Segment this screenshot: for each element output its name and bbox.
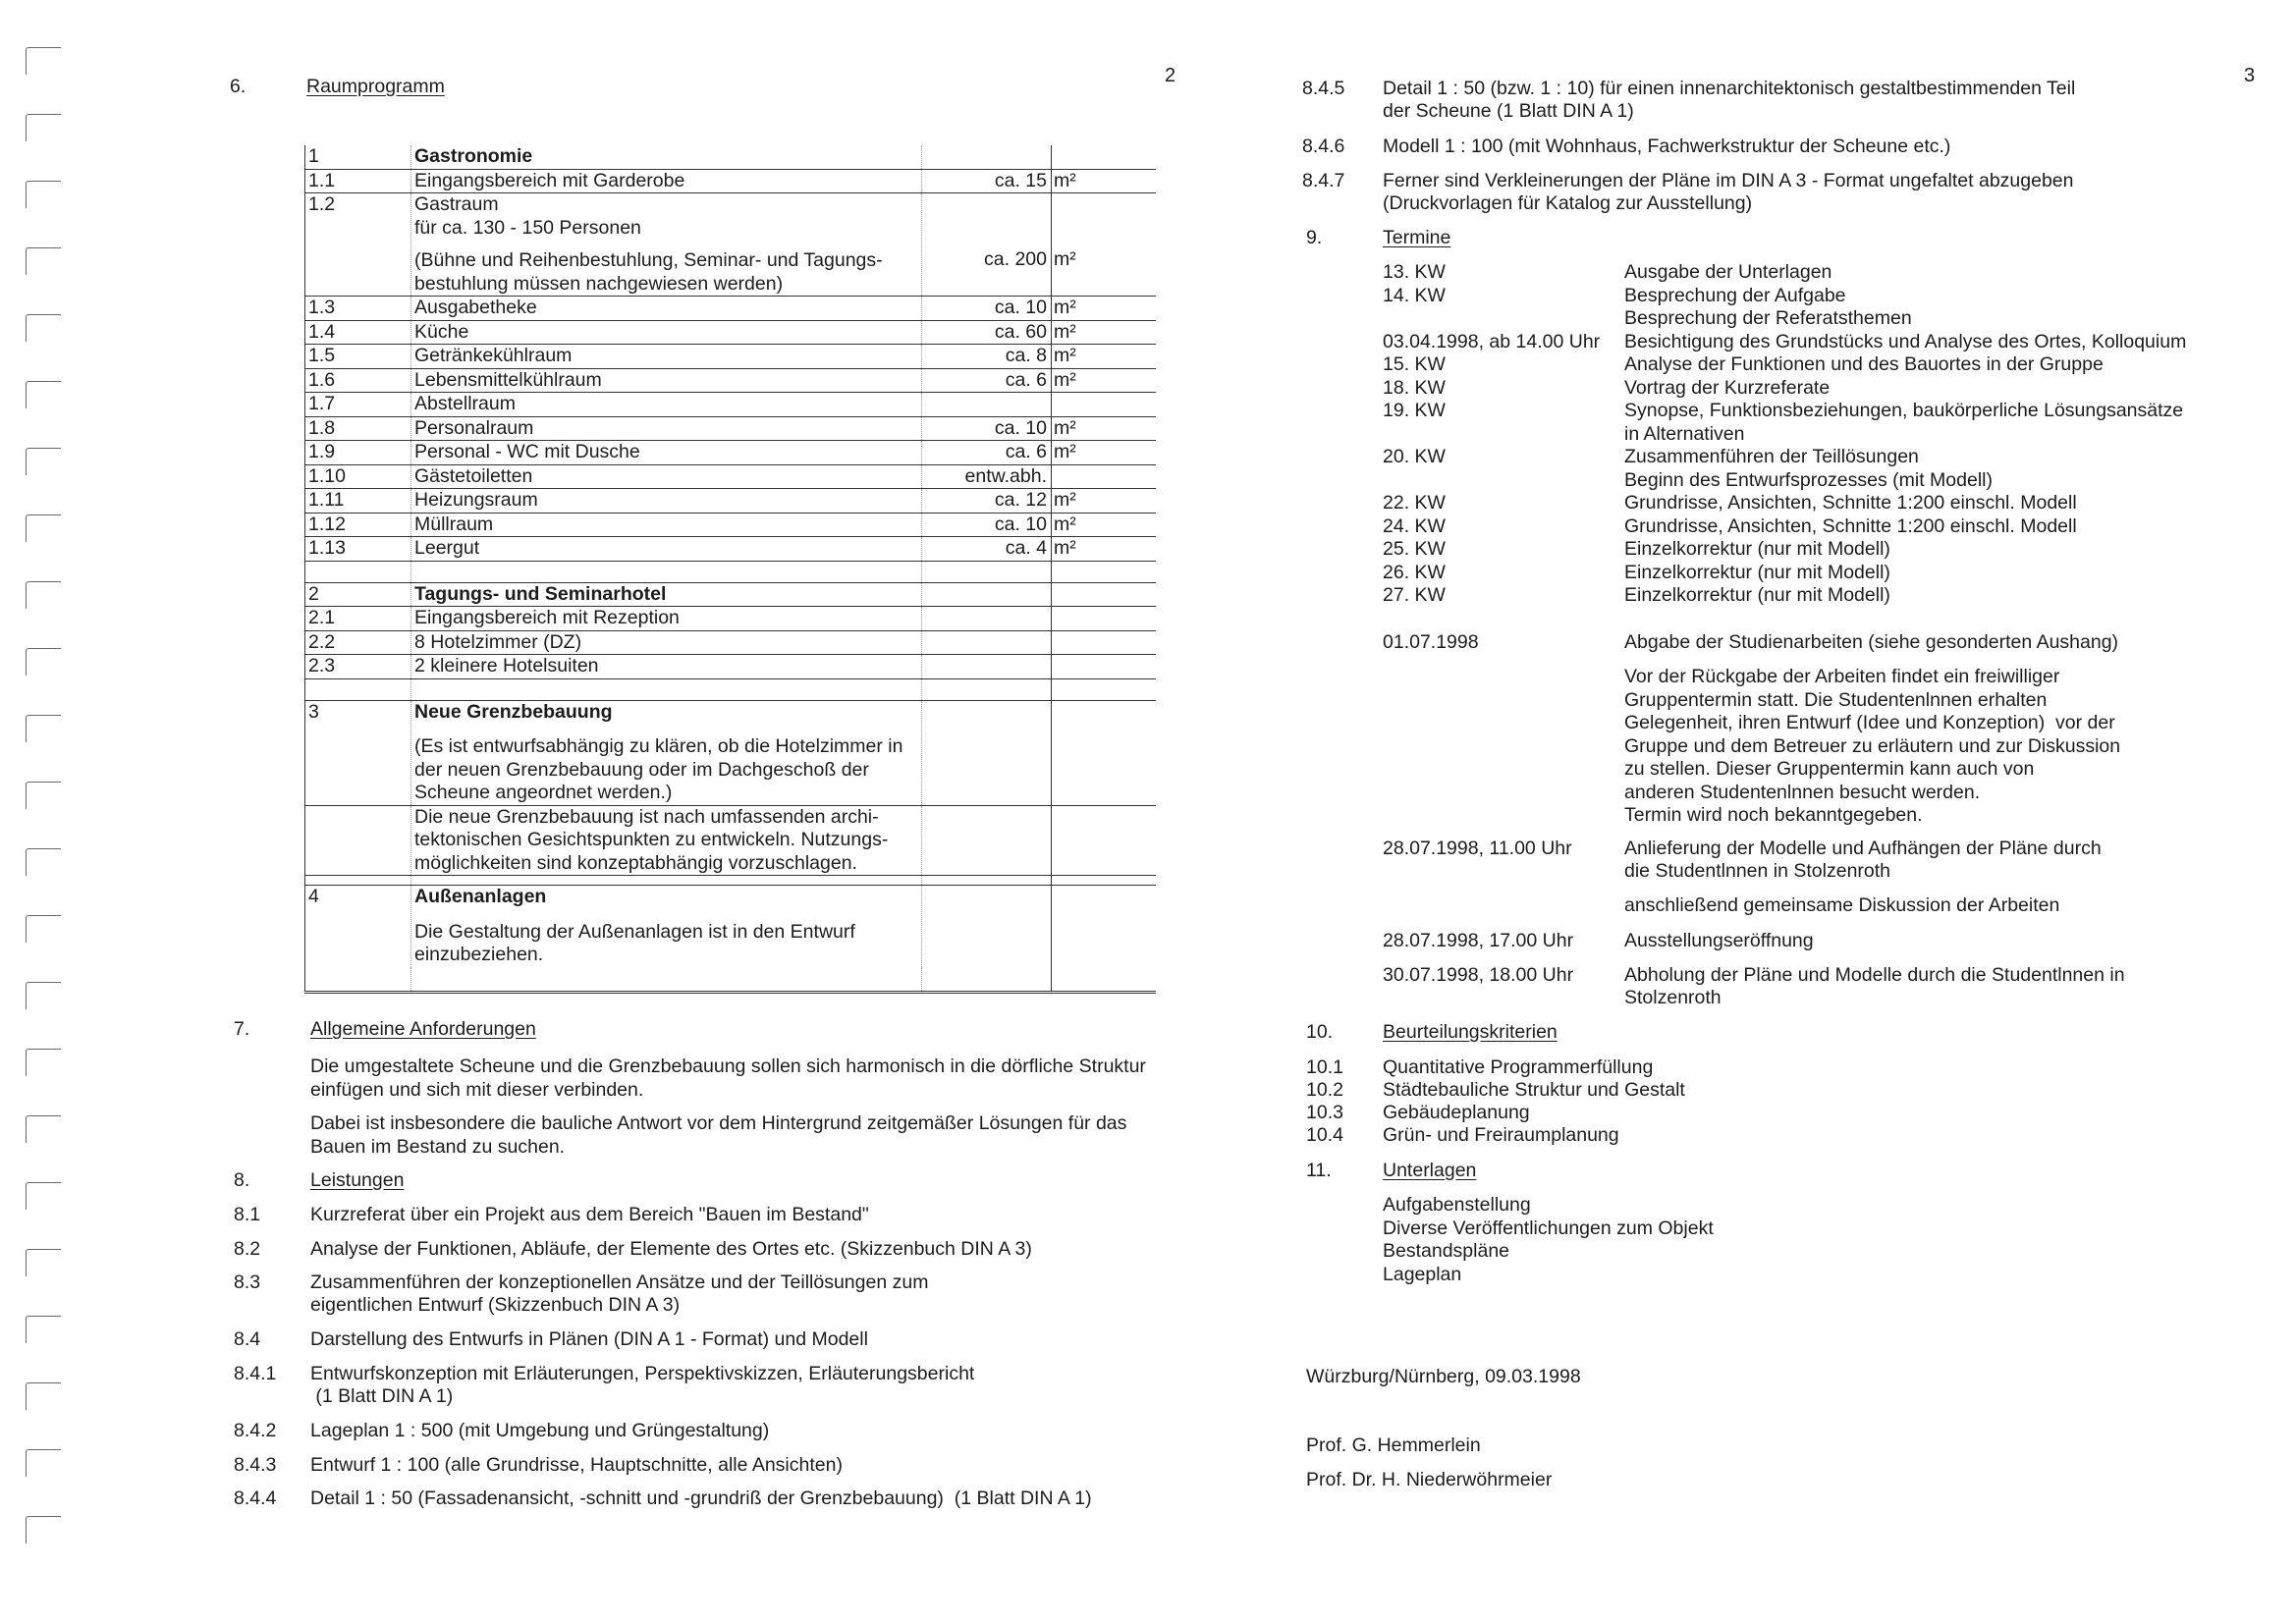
deadline-date: 01.07.1998 (1383, 631, 1479, 653)
row-name: Getränkekühlraum (411, 345, 922, 369)
item-number: 8.4.3 (234, 1454, 277, 1476)
row-unit: m² (1052, 441, 1156, 465)
signatory: Prof. G. Hemmerlein (1306, 1434, 1481, 1456)
row-number: 1.12 (305, 513, 411, 537)
item-number: 8.4.6 (1302, 135, 1345, 157)
schedule-text: Einzelkorrektur (nur mit Modell) (1624, 584, 1890, 606)
item-text-continued: (1 Blatt DIN A 1) (310, 1385, 454, 1407)
row-area: ca. 15 (922, 169, 1052, 193)
table-row-group-3 (305, 700, 1156, 805)
row-area: ca. 12 (922, 489, 1052, 514)
schedule-row (1383, 307, 2296, 331)
row-name: Eingangsbereich mit Rezeption (411, 607, 922, 631)
row-number: 1.9 (305, 441, 411, 465)
group-note: Die neue Grenzbebauung ist nach umfassenden archi-tektonischen Gesichtspunkten zu entwickeln. Nutzungs-möglichkeiten sind konzeptabhängig vorzuschlagen. (411, 805, 922, 876)
row-number: 1.6 (305, 368, 411, 393)
table-row-group-4 (305, 886, 1156, 967)
row-note: (Bühne und Reihenbestuhlung, Seminar- und Tagungs-bestuhlung müssen nachgewiesen werden) (414, 249, 883, 295)
schedule-text: Besprechung der Referatsthemen (1624, 307, 1912, 329)
section-9-title: Termine (1383, 227, 1451, 248)
schedule-text: Grundrisse, Ansichten, Schnitte 1:200 einschl. Modell (1624, 514, 2077, 537)
group-title: Tagungs- und Seminarhotel (411, 582, 922, 607)
page-number-left: 2 (1165, 65, 1176, 86)
schedule-text: Synopse, Funktionsbeziehungen, baukörperliche Lösungsansätze (1624, 400, 2184, 421)
item-text-continued: der Scheune (1 Blatt DIN A 1) (1383, 100, 1634, 122)
row-area: ca. 10 (922, 297, 1052, 321)
item-number: 8.4.4 (234, 1488, 277, 1509)
item-text: Darstellung des Entwurfs in Plänen (DIN A 1 - Format) und Modell (310, 1328, 868, 1350)
row-name: Personalraum (411, 416, 922, 441)
feedback-paragraph (1624, 666, 2253, 828)
item-text: Ferner sind Verkleinerungen der Pläne im DIN A 3 - Format ungefaltet abzugeben (1383, 170, 2074, 191)
item-text: Kurzreferat über ein Projekt aus dem Bereich "Bauen im Bestand" (310, 1204, 869, 1225)
group-title: Gastronomie (411, 145, 922, 169)
binder-holes (26, 47, 65, 1618)
row-unit: m² (1052, 345, 1156, 369)
schedule-date: 28.07.1998, 17.00 Uhr (1383, 930, 1574, 951)
schedule-date: 24. KW (1383, 514, 1446, 537)
schedule-date: 26. KW (1383, 561, 1446, 583)
schedule-text: Abholung der Pläne und Modelle durch die Studentlnnen in (1624, 964, 2125, 986)
row-number: 1.3 (305, 297, 411, 321)
item-text-continued: (Druckvorlagen für Katalog zur Ausstellung) (1383, 192, 1753, 214)
schedule-row (1383, 584, 2296, 608)
section-8-title: Leistungen (310, 1169, 405, 1191)
row-name: Gästetoiletten (411, 464, 922, 489)
schedule-date: 28.07.1998, 11.00 Uhr (1383, 838, 1572, 859)
paragraph-line: anderen Studentenlnnen besucht werden. (1624, 781, 1981, 803)
schedule-text: Analyse der Funktionen und des Bauortes in der Gruppe (1624, 353, 2104, 375)
row-number: 1.10 (305, 464, 411, 489)
row-unit (1052, 464, 1156, 489)
schedule-text: Grundrisse, Ansichten, Schnitte 1:200 einschl. Modell (1624, 492, 2077, 514)
item-text: Lageplan 1 : 500 (mit Umgebung und Grüngestaltung) (310, 1420, 770, 1441)
table-row (305, 169, 1156, 193)
schedule-text: Besprechung der Aufgabe (1624, 284, 1846, 306)
schedule-row (1383, 562, 2296, 585)
row-name: Lebensmittelkühlraum (411, 368, 922, 393)
row-unit: m² (1052, 320, 1156, 345)
row-number: 1.8 (305, 416, 411, 441)
row-area: ca. 60 (922, 320, 1052, 345)
item-text: Modell 1 : 100 (mit Wohnhaus, Fachwerkstruktur der Scheune etc.) (1383, 135, 1951, 157)
row-unit: m² (1052, 368, 1156, 393)
table-row (305, 607, 1156, 631)
schedule-text: Anlieferung der Modelle und Aufhängen der Pläne durch (1624, 838, 2102, 859)
row-number: 1.1 (305, 169, 411, 193)
paragraph-line: Gelegenheit, ihren Entwurf (Idee und Konzeption) vor der (1624, 712, 2115, 733)
row-number: 1.11 (305, 489, 411, 514)
group-number: 1 (305, 145, 411, 169)
group-note: (Es ist entwurfsabhängig zu klären, ob die Hotelzimmer in der neuen Grenzbebauung oder im Dachgeschoß der Scheune angeordnet werden.) (414, 735, 903, 803)
schedule-text: Ausgabe der Unterlagen (1624, 261, 1832, 283)
schedule-row (1383, 469, 2296, 493)
schedule-row (1383, 377, 2296, 401)
criteria-number: 10.3 (1306, 1102, 1343, 1123)
item-text: Zusammenführen der konzeptionellen Ansätze und der Teillösungen zum (310, 1271, 929, 1293)
item-number: 8.4.2 (234, 1420, 277, 1441)
item-text: Analyse der Funktionen, Abläufe, der Elemente des Ortes etc. (Skizzenbuch DIN A 3) (310, 1238, 1032, 1260)
schedule-date: 20. KW (1383, 446, 1446, 467)
section-11-title: Unterlagen (1383, 1160, 1477, 1181)
schedule-date: 13. KW (1383, 261, 1446, 283)
paragraph-line: Gruppe und dem Betreuer zu erläutern und zur Diskussion (1624, 734, 2121, 757)
section-11-number: 11. (1306, 1160, 1332, 1181)
row-area (922, 393, 1052, 417)
table-row (305, 655, 1156, 679)
table-row (305, 193, 1156, 297)
table-row (305, 345, 1156, 369)
criteria-number: 10.4 (1306, 1124, 1343, 1146)
row-number: 1.5 (305, 345, 411, 369)
schedule-text: Einzelkorrektur (nur mit Modell) (1624, 538, 1890, 560)
schedule-row (1383, 285, 2296, 308)
schedule-row (1383, 331, 2296, 354)
item-number: 8.1 (234, 1204, 261, 1225)
document-item: Bestandspläne (1383, 1240, 1510, 1262)
row-unit: m² (1052, 169, 1156, 193)
schedule-text: Ausstellungseröffnung (1624, 930, 1814, 951)
schedule-text: Besichtigung des Grundstücks und Analyse des Ortes, Kolloquium (1624, 330, 2187, 352)
item-number: 8.4.7 (1302, 170, 1345, 191)
schedule-row (1383, 538, 2296, 562)
item-number: 8.4.5 (1302, 78, 1345, 99)
table-row (305, 320, 1156, 345)
row-unit: m² (1052, 297, 1156, 321)
document-list (1383, 1194, 1714, 1286)
schedule-row (1383, 515, 2296, 539)
table-row (305, 297, 1156, 321)
item-number: 8.2 (234, 1238, 261, 1260)
criteria-text: Städtebauliche Struktur und Gestalt (1383, 1079, 1685, 1101)
row-area: ca. 4 (922, 537, 1052, 562)
signatory: Prof. Dr. H. Niederwöhrmeier (1306, 1469, 1553, 1490)
schedule-row (1383, 400, 2296, 423)
row-name: Gastraum (414, 193, 499, 215)
row-unit: m² (1052, 416, 1156, 441)
schedule-text: Zusammenführen der Teillösungen (1624, 446, 1919, 467)
schedule-date: 03.04.1998, ab 14.00 Uhr (1383, 330, 1601, 352)
row-number: 2.1 (305, 607, 411, 631)
row-name: 2 kleinere Hotelsuiten (411, 655, 922, 679)
row-unit: m² (1052, 513, 1156, 537)
paragraph-line: Vor der Rückgabe der Arbeiten findet ein freiwilliger (1624, 666, 2060, 687)
row-name: Müllraum (411, 513, 922, 537)
item-text: Entwurf 1 : 100 (alle Grundrisse, Hauptschnitte, alle Ansichten) (310, 1454, 843, 1476)
row-number: 1.7 (305, 393, 411, 417)
table-row-group-3-text (305, 805, 1156, 876)
schedule-date: 14. KW (1383, 284, 1446, 306)
section-7-number: 7. (234, 1018, 250, 1040)
row-name: Heizungsraum (411, 489, 922, 514)
table-spacer (305, 967, 1156, 993)
schedule-text: in Alternativen (1624, 422, 1745, 445)
criteria-number: 10.2 (1306, 1079, 1343, 1101)
item-number: 8.3 (234, 1271, 261, 1293)
group-number: 2 (305, 582, 411, 607)
document-item: Aufgabenstellung (1383, 1194, 1531, 1216)
schedule-date: 19. KW (1383, 400, 1446, 421)
schedule-date: 30.07.1998, 18.00 Uhr (1383, 964, 1574, 986)
schedule-date: 22. KW (1383, 492, 1446, 514)
row-name: 8 Hotelzimmer (DZ) (411, 630, 922, 655)
section-10-number: 10. (1306, 1021, 1334, 1043)
group-title: Außenanlagen (414, 886, 547, 907)
row-area: ca. 6 (922, 441, 1052, 465)
row-name: Ausgabetheke (411, 297, 922, 321)
row-area: ca. 10 (922, 416, 1052, 441)
row-name: Personal - WC mit Dusche (411, 441, 922, 465)
section-7-paragraph-1: Die umgestaltete Scheune und die Grenzbebauung sollen sich harmonisch in die dörfliche Struktur einfügen und sich mit dieser verbinden. (310, 1055, 1146, 1101)
table-row (305, 464, 1156, 489)
group-number: 3 (305, 700, 411, 805)
table-spacer (305, 876, 1156, 886)
table-row (305, 441, 1156, 465)
document-item: Lageplan (1383, 1263, 1462, 1285)
item-text-continued: eigentlichen Entwurf (Skizzenbuch DIN A 3) (310, 1294, 681, 1316)
row-area: ca. 10 (922, 513, 1052, 537)
schedule-list (1383, 261, 2296, 608)
row-number: 1.2 (305, 193, 411, 297)
row-area: ca. 200 (922, 193, 1052, 297)
table-row-group-1 (305, 145, 1156, 169)
item-number: 8.4 (234, 1328, 261, 1350)
schedule-row (1383, 261, 2296, 285)
criteria-text: Quantitative Programmerfüllung (1383, 1056, 1654, 1078)
group-note: Die Gestaltung der Außenanlagen ist in den Entwurf einzubeziehen. (414, 920, 855, 965)
row-area: ca. 8 (922, 345, 1052, 369)
row-name: Eingangsbereich mit Garderobe (411, 169, 922, 193)
schedule-row (1383, 492, 2296, 515)
place-date: Würzburg/Nürnberg, 09.03.1998 (1306, 1366, 1581, 1387)
group-number: 4 (305, 886, 411, 967)
schedule-text-continued: Stolzenroth (1624, 987, 1722, 1008)
room-program-table (304, 145, 1156, 994)
row-number: 2.2 (305, 630, 411, 655)
schedule-date: 27. KW (1383, 584, 1446, 606)
schedule-date: 15. KW (1383, 353, 1446, 375)
section-9-number: 9. (1306, 227, 1323, 248)
row-area: entw.abh. (922, 464, 1052, 489)
item-text: Entwurfskonzeption mit Erläuterungen, Perspektivskizzen, Erläuterungsbericht (310, 1363, 975, 1384)
group-title: Neue Grenzbebauung (414, 700, 613, 723)
schedule-date: 18. KW (1383, 376, 1446, 399)
row-area: ca. 6 (922, 368, 1052, 393)
table-row (305, 368, 1156, 393)
row-name: Küche (411, 320, 922, 345)
schedule-text: Einzelkorrektur (nur mit Modell) (1624, 561, 1890, 583)
row-unit: m² (1052, 537, 1156, 562)
table-row (305, 630, 1156, 655)
row-unit (1052, 393, 1156, 417)
row-number: 1.4 (305, 320, 411, 345)
table-row (305, 513, 1156, 537)
item-number: 8.4.1 (234, 1363, 277, 1384)
table-spacer (305, 561, 1156, 582)
item-text: Detail 1 : 50 (bzw. 1 : 10) für einen innenarchitektonisch gestaltbestimmenden Teil (1383, 78, 2076, 99)
section-6-number: 6. (230, 76, 246, 97)
section-7-title: Allgemeine Anforderungen (310, 1018, 536, 1040)
table-spacer (305, 678, 1156, 700)
schedule-text: Vortrag der Kurzreferate (1624, 376, 1831, 399)
row-name: Leergut (411, 537, 922, 562)
row-number: 1.13 (305, 537, 411, 562)
row-unit: m² (1052, 193, 1156, 297)
table-row (305, 537, 1156, 562)
row-unit: m² (1052, 489, 1156, 514)
document-item: Diverse Veröffentlichungen zum Objekt (1383, 1217, 1714, 1239)
table-row (305, 416, 1156, 441)
row-name-detail: für ca. 130 - 150 Personen (414, 216, 641, 239)
table-row (305, 393, 1156, 417)
row-number: 2.3 (305, 655, 411, 679)
paragraph-line: Gruppentermin statt. Die Studentenlnnen erhalten (1624, 688, 2048, 711)
schedule-text-continued: die Studentlnnen in Stolzenroth (1624, 860, 1891, 882)
schedule-date: 25. KW (1383, 538, 1446, 560)
paragraph-line: Termin wird noch bekanntgegeben. (1624, 804, 1923, 826)
row-name: Abstellraum (411, 393, 922, 417)
criteria-text: Gebäudeplanung (1383, 1102, 1530, 1123)
schedule-row (1383, 353, 2296, 377)
criteria-text: Grün- und Freiraumplanung (1383, 1124, 1619, 1146)
paragraph-line: zu stellen. Dieser Gruppentermin kann auch von (1624, 758, 2035, 780)
schedule-text: Beginn des Entwurfsprozesses (mit Modell) (1624, 468, 1993, 491)
section-8-number: 8. (234, 1169, 250, 1191)
section-7-paragraph-2: Dabei ist insbesondere die bauliche Antwort vor dem Hintergrund zeitgemäßer Lösungen für das Bauen im Bestand zu suchen. (310, 1112, 1127, 1158)
criteria-number: 10.1 (1306, 1056, 1343, 1078)
item-text: Detail 1 : 50 (Fassadenansicht, -schnitt und -grundriß der Grenzbebauung) (1 Blatt DIN A 1) (310, 1488, 1092, 1509)
page-number-right: 3 (2244, 65, 2256, 86)
section-10-title: Beurteilungskriterien (1383, 1021, 1558, 1043)
schedule-text: anschließend gemeinsame Diskussion der Arbeiten (1624, 894, 2060, 916)
section-6-title: Raumprogramm (306, 76, 445, 97)
table-row (305, 489, 1156, 514)
table-row-group-2 (305, 582, 1156, 607)
schedule-row (1383, 446, 2296, 469)
schedule-row (1383, 423, 2296, 447)
deadline-text: Abgabe der Studienarbeiten (siehe gesonderten Aushang) (1624, 631, 2119, 653)
